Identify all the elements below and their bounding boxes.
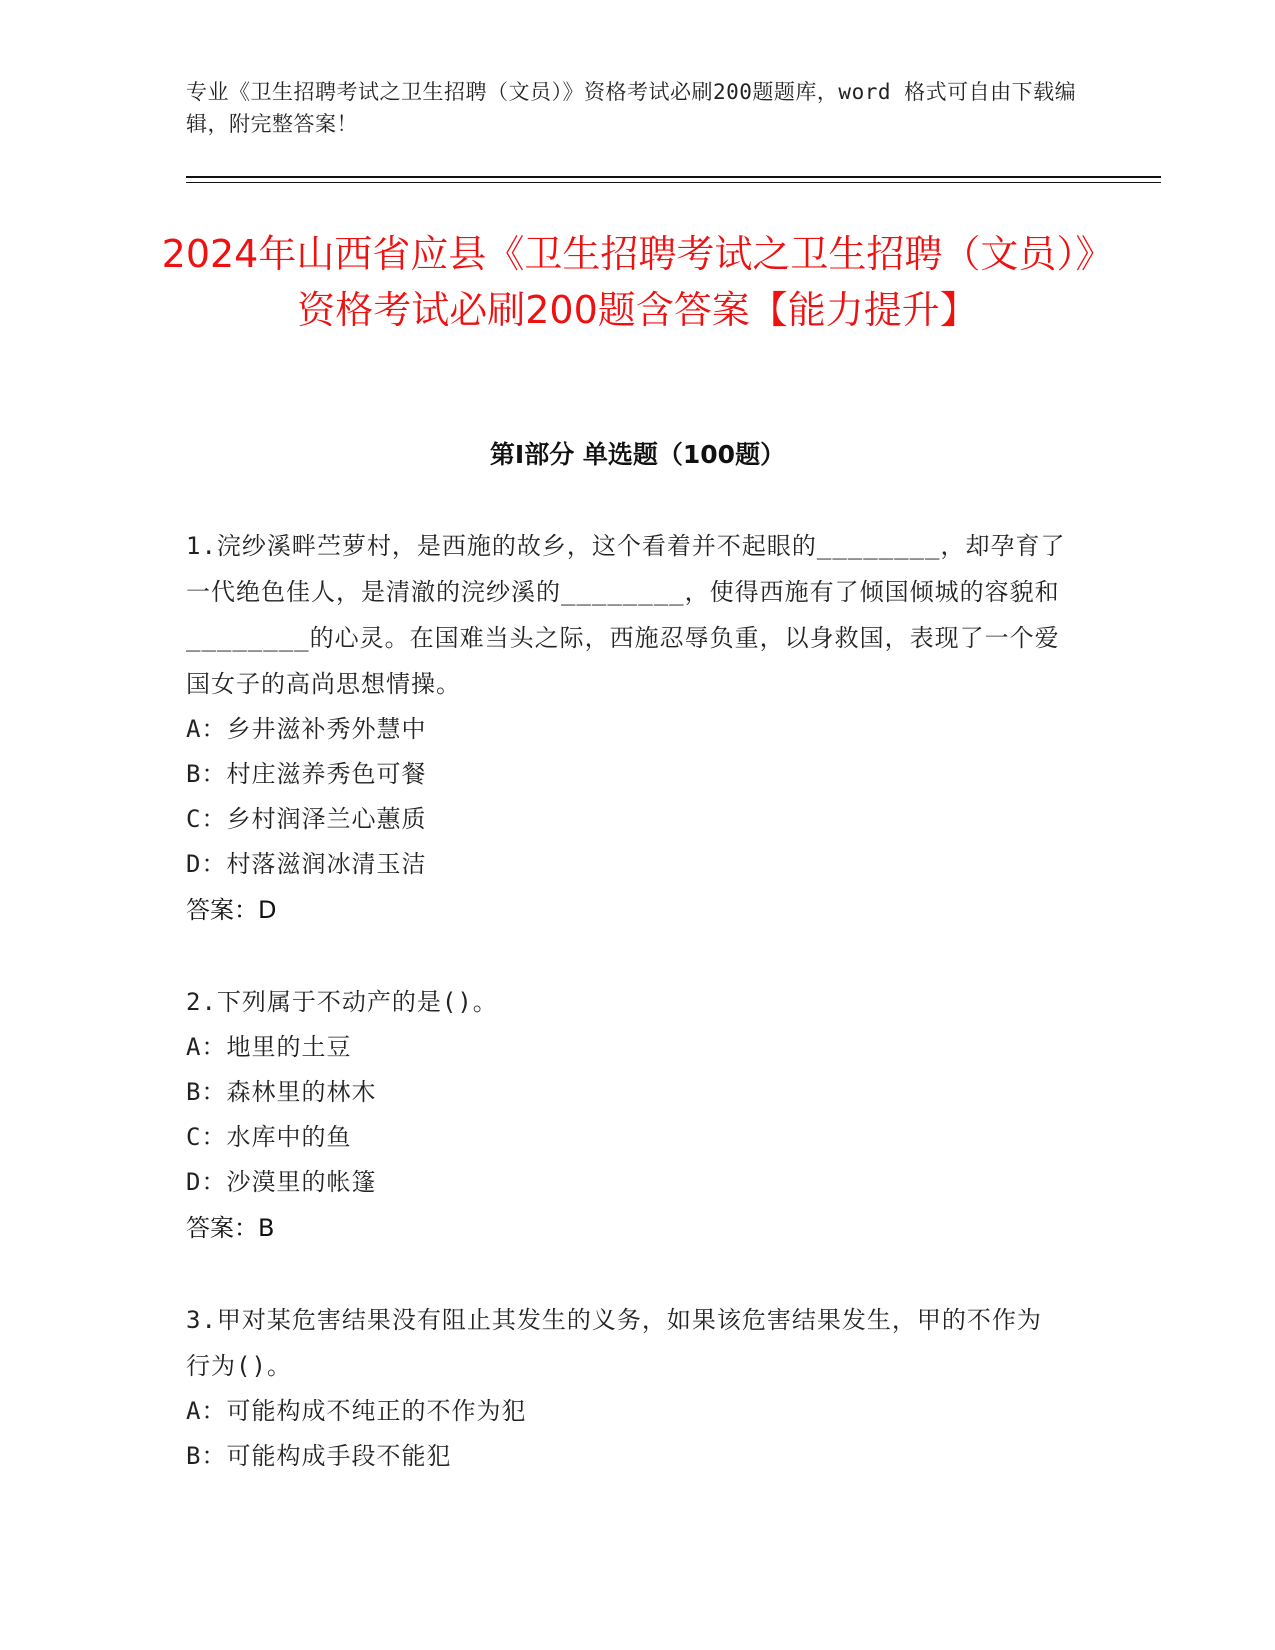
question-2	[186, 979, 1066, 1251]
header-divider-thin	[186, 182, 1161, 183]
question-1	[186, 523, 1066, 933]
section-title: 第Ⅰ部分 单选题（100题）	[489, 440, 786, 469]
question-3	[186, 1297, 1066, 1479]
question-option-d: D：沙漠里的帐篷	[186, 1168, 377, 1196]
header-note: 专业《卫生招聘考试之卫生招聘（文员）》资格考试必刷200题题库，word 格式可自由下载编辑，附完整答案！	[186, 80, 1077, 136]
question-option-c: C：水库中的鱼	[186, 1123, 352, 1151]
question-answer: 答案：D	[186, 896, 277, 924]
question-stem: 1.浣纱溪畔苎萝村，是西施的故乡，这个看着并不起眼的________，却孕育了一代绝色佳人，是清澈的浣纱溪的________，使得西施有了倾国倾城的容貌和________的心灵。在国难当头之际，西施忍辱负重，以身救国，表现了一个爱国女子的高尚思想情操。	[186, 532, 1066, 698]
question-option-b: B：可能构成手段不能犯	[186, 1442, 452, 1470]
question-option-d: D：村落滋润冰清玉洁	[186, 850, 427, 878]
question-stem: 2.下列属于不动产的是()。	[186, 988, 498, 1016]
question-stem: 3.甲对某危害结果没有阻止其发生的义务，如果该危害结果发生，甲的不作为行为()。	[186, 1306, 1042, 1380]
question-option-a: A：乡井滋补秀外慧中	[186, 715, 427, 743]
question-option-c: C：乡村润泽兰心蕙质	[186, 805, 427, 833]
question-option-b: B：森林里的林木	[186, 1078, 377, 1106]
question-option-b: B：村庄滋养秀色可餐	[186, 760, 427, 788]
question-answer: 答案：B	[186, 1214, 275, 1242]
question-option-a: A：地里的土豆	[186, 1033, 352, 1061]
header-divider-thick	[186, 176, 1161, 178]
document-title: 2024年山西省应县《卫生招聘考试之卫生招聘（文员）》资格考试必刷200题含答案【能力提升】	[161, 232, 1114, 332]
question-list	[186, 523, 1066, 1525]
question-option-a: A：可能构成不纯正的不作为犯	[186, 1397, 527, 1425]
